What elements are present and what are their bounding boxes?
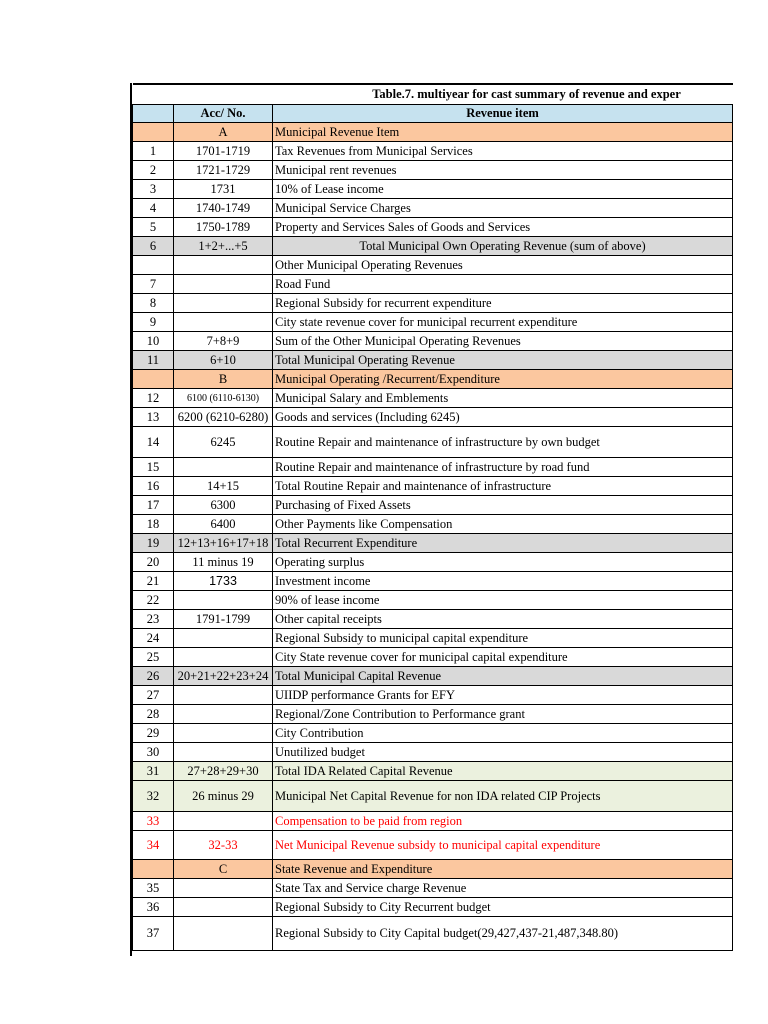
row-number-cell: 1 xyxy=(133,142,174,161)
revenue-item-cell: Property and Services Sales of Goods and Services xyxy=(273,218,733,237)
revenue-item-cell: Other Payments like Compensation xyxy=(273,515,733,534)
row-number-cell xyxy=(133,860,174,879)
table-row xyxy=(133,199,733,218)
revenue-table xyxy=(132,83,733,951)
table-row xyxy=(133,762,733,781)
row-number-cell: 14 xyxy=(133,427,174,458)
revenue-item-cell: State Revenue and Expenditure xyxy=(273,860,733,879)
revenue-item-cell: Goods and services (Including 6245) xyxy=(273,408,733,427)
revenue-item-cell: Regional Subsidy to City Recurrent budget xyxy=(273,898,733,917)
account-number-cell: 6400 xyxy=(174,515,273,534)
revenue-item-cell: Other capital receipts xyxy=(273,610,733,629)
row-number-cell: 29 xyxy=(133,724,174,743)
revenue-item-cell: Regional Subsidy for recurrent expenditure xyxy=(273,294,733,313)
table-row xyxy=(133,610,733,629)
row-number-cell: 37 xyxy=(133,917,174,951)
table-row xyxy=(133,427,733,458)
account-number-cell: 1731 xyxy=(174,180,273,199)
row-number-cell: 9 xyxy=(133,313,174,332)
table-row xyxy=(133,313,733,332)
row-number-cell: 5 xyxy=(133,218,174,237)
account-number-cell: 12+13+16+17+18 xyxy=(174,534,273,553)
row-number-cell: 19 xyxy=(133,534,174,553)
table-row xyxy=(133,917,733,951)
revenue-item-cell: Regional/Zone Contribution to Performance grant xyxy=(273,705,733,724)
row-number-cell: 18 xyxy=(133,515,174,534)
row-number-cell: 21 xyxy=(133,572,174,591)
account-number-cell: 1701-1719 xyxy=(174,142,273,161)
row-number-cell: 32 xyxy=(133,781,174,812)
table-row xyxy=(133,351,733,370)
table-row xyxy=(133,686,733,705)
revenue-item-cell: Total Recurrent Expenditure xyxy=(273,534,733,553)
revenue-item-cell: Routine Repair and maintenance of infrastructure by own budget xyxy=(273,427,733,458)
revenue-item-cell: City Contribution xyxy=(273,724,733,743)
table-row xyxy=(133,743,733,762)
revenue-item-cell: Net Municipal Revenue subsidy to municipal capital expenditure xyxy=(273,831,733,860)
account-number-cell xyxy=(174,724,273,743)
revenue-item-cell: Total Municipal Own Operating Revenue (sum of above) xyxy=(273,237,733,256)
account-number-cell xyxy=(174,591,273,610)
revenue-item-cell: Municipal Revenue Item xyxy=(273,123,733,142)
header-acc-no: Acc/ No. xyxy=(174,105,273,123)
row-number-cell: 22 xyxy=(133,591,174,610)
table-row xyxy=(133,648,733,667)
row-number-cell: 30 xyxy=(133,743,174,762)
revenue-item-cell: Municipal Net Capital Revenue for non IDA related CIP Projects xyxy=(273,781,733,812)
revenue-item-cell: Regional Subsidy to municipal capital expenditure xyxy=(273,629,733,648)
revenue-item-cell: Municipal Service Charges xyxy=(273,199,733,218)
account-number-cell xyxy=(174,458,273,477)
account-number-cell xyxy=(174,812,273,831)
table-title: Table.7. multiyear for cast summary of revenue and exper xyxy=(133,84,733,105)
table-row xyxy=(133,389,733,408)
table-row xyxy=(133,898,733,917)
account-number-cell: 6+10 xyxy=(174,351,273,370)
revenue-item-cell: State Tax and Service charge Revenue xyxy=(273,879,733,898)
row-number-cell: 34 xyxy=(133,831,174,860)
table-row xyxy=(133,180,733,199)
table-row xyxy=(133,812,733,831)
revenue-item-cell: Operating surplus xyxy=(273,553,733,572)
row-number-cell: 26 xyxy=(133,667,174,686)
row-number-cell: 11 xyxy=(133,351,174,370)
account-number-cell: 1721-1729 xyxy=(174,161,273,180)
revenue-item-cell: City State revenue cover for municipal capital expenditure xyxy=(273,648,733,667)
table-row xyxy=(133,629,733,648)
account-number-cell xyxy=(174,294,273,313)
row-number-cell: 12 xyxy=(133,389,174,408)
row-number-cell: 36 xyxy=(133,898,174,917)
account-number-cell xyxy=(174,256,273,275)
account-number-cell: 20+21+22+23+24 xyxy=(174,667,273,686)
account-number-cell: 1+2+...+5 xyxy=(174,237,273,256)
row-number-cell: 16 xyxy=(133,477,174,496)
account-number-cell xyxy=(174,275,273,294)
table-row xyxy=(133,161,733,180)
revenue-item-cell: City state revenue cover for municipal recurrent expenditure xyxy=(273,313,733,332)
table-row xyxy=(133,781,733,812)
table-row xyxy=(133,705,733,724)
header-no xyxy=(133,105,174,123)
table-row xyxy=(133,332,733,351)
row-number-cell xyxy=(133,256,174,275)
table-row xyxy=(133,879,733,898)
account-number-cell: 7+8+9 xyxy=(174,332,273,351)
row-number-cell xyxy=(133,123,174,142)
table-row xyxy=(133,458,733,477)
spreadsheet-view xyxy=(130,83,681,956)
row-number-cell: 13 xyxy=(133,408,174,427)
revenue-item-cell: UIIDP performance Grants for EFY xyxy=(273,686,733,705)
account-number-cell: 27+28+29+30 xyxy=(174,762,273,781)
table-row xyxy=(133,237,733,256)
account-number-cell: 1791-1799 xyxy=(174,610,273,629)
revenue-item-cell: Municipal Operating /Recurrent/Expenditure xyxy=(273,370,733,389)
table-row xyxy=(133,860,733,879)
revenue-item-cell: Total Routine Repair and maintenance of infrastructure xyxy=(273,477,733,496)
row-number-cell: 3 xyxy=(133,180,174,199)
table-row xyxy=(133,294,733,313)
revenue-item-cell: Regional Subsidy to City Capital budget(29,427,437-21,487,348.80) xyxy=(273,917,733,951)
account-number-cell: 6300 xyxy=(174,496,273,515)
account-number-cell xyxy=(174,686,273,705)
revenue-item-cell: Tax Revenues from Municipal Services xyxy=(273,142,733,161)
revenue-item-cell: 90% of lease income xyxy=(273,591,733,610)
row-number-cell: 2 xyxy=(133,161,174,180)
account-number-cell: 11 minus 19 xyxy=(174,553,273,572)
row-number-cell: 33 xyxy=(133,812,174,831)
table-header-row xyxy=(133,105,733,123)
revenue-item-cell: Compensation to be paid from region xyxy=(273,812,733,831)
revenue-item-cell: 10% of Lease income xyxy=(273,180,733,199)
account-number-cell xyxy=(174,313,273,332)
row-number-cell: 35 xyxy=(133,879,174,898)
table-row xyxy=(133,123,733,142)
revenue-item-cell: Purchasing of Fixed Assets xyxy=(273,496,733,515)
row-number-cell: 25 xyxy=(133,648,174,667)
table-row xyxy=(133,275,733,294)
account-number-cell: 14+15 xyxy=(174,477,273,496)
account-number-cell: 6245 xyxy=(174,427,273,458)
table-row xyxy=(133,370,733,389)
revenue-item-cell: Total Municipal Capital Revenue xyxy=(273,667,733,686)
account-number-cell: C xyxy=(174,860,273,879)
row-number-cell: 4 xyxy=(133,199,174,218)
account-number-cell: 32-33 xyxy=(174,831,273,860)
account-number-cell xyxy=(174,879,273,898)
revenue-item-cell: Sum of the Other Municipal Operating Revenues xyxy=(273,332,733,351)
table-row xyxy=(133,572,733,591)
row-number-cell: 24 xyxy=(133,629,174,648)
row-number-cell: 23 xyxy=(133,610,174,629)
row-number-cell: 8 xyxy=(133,294,174,313)
account-number-cell: 1750-1789 xyxy=(174,218,273,237)
table-row xyxy=(133,553,733,572)
account-number-cell: 1733 xyxy=(174,572,273,591)
account-number-cell xyxy=(174,705,273,724)
table-row xyxy=(133,515,733,534)
revenue-item-cell: Other Municipal Operating Revenues xyxy=(273,256,733,275)
revenue-item-cell: Municipal Salary and Emblements xyxy=(273,389,733,408)
account-number-cell: 26 minus 29 xyxy=(174,781,273,812)
account-number-cell xyxy=(174,743,273,762)
row-number-cell: 31 xyxy=(133,762,174,781)
table-row xyxy=(133,534,733,553)
row-number-cell: 15 xyxy=(133,458,174,477)
account-number-cell xyxy=(174,629,273,648)
revenue-item-cell: Unutilized budget xyxy=(273,743,733,762)
table-row xyxy=(133,724,733,743)
table-row xyxy=(133,831,733,860)
table-row xyxy=(133,256,733,275)
revenue-item-cell: Investment income xyxy=(273,572,733,591)
account-number-cell: A xyxy=(174,123,273,142)
row-number-cell: 17 xyxy=(133,496,174,515)
row-number-cell: 6 xyxy=(133,237,174,256)
row-number-cell: 7 xyxy=(133,275,174,294)
row-number-cell xyxy=(133,370,174,389)
account-number-cell: 6100 (6110-6130) xyxy=(174,389,273,408)
account-number-cell xyxy=(174,917,273,951)
account-number-cell xyxy=(174,898,273,917)
table-row xyxy=(133,667,733,686)
table-row xyxy=(133,591,733,610)
header-revenue-item: Revenue item xyxy=(273,105,733,123)
account-number-cell: 1740-1749 xyxy=(174,199,273,218)
revenue-item-cell: Municipal rent revenues xyxy=(273,161,733,180)
table-title-row xyxy=(133,84,733,105)
table-row xyxy=(133,477,733,496)
table-row xyxy=(133,218,733,237)
row-number-cell: 27 xyxy=(133,686,174,705)
table-row xyxy=(133,408,733,427)
row-number-cell: 10 xyxy=(133,332,174,351)
row-number-cell: 28 xyxy=(133,705,174,724)
account-number-cell xyxy=(174,648,273,667)
revenue-item-cell: Total IDA Related Capital Revenue xyxy=(273,762,733,781)
account-number-cell: 6200 (6210-6280) xyxy=(174,408,273,427)
revenue-item-cell: Routine Repair and maintenance of infrastructure by road fund xyxy=(273,458,733,477)
table-row xyxy=(133,142,733,161)
row-number-cell: 20 xyxy=(133,553,174,572)
revenue-item-cell: Road Fund xyxy=(273,275,733,294)
revenue-item-cell: Total Municipal Operating Revenue xyxy=(273,351,733,370)
account-number-cell: B xyxy=(174,370,273,389)
table-row xyxy=(133,496,733,515)
